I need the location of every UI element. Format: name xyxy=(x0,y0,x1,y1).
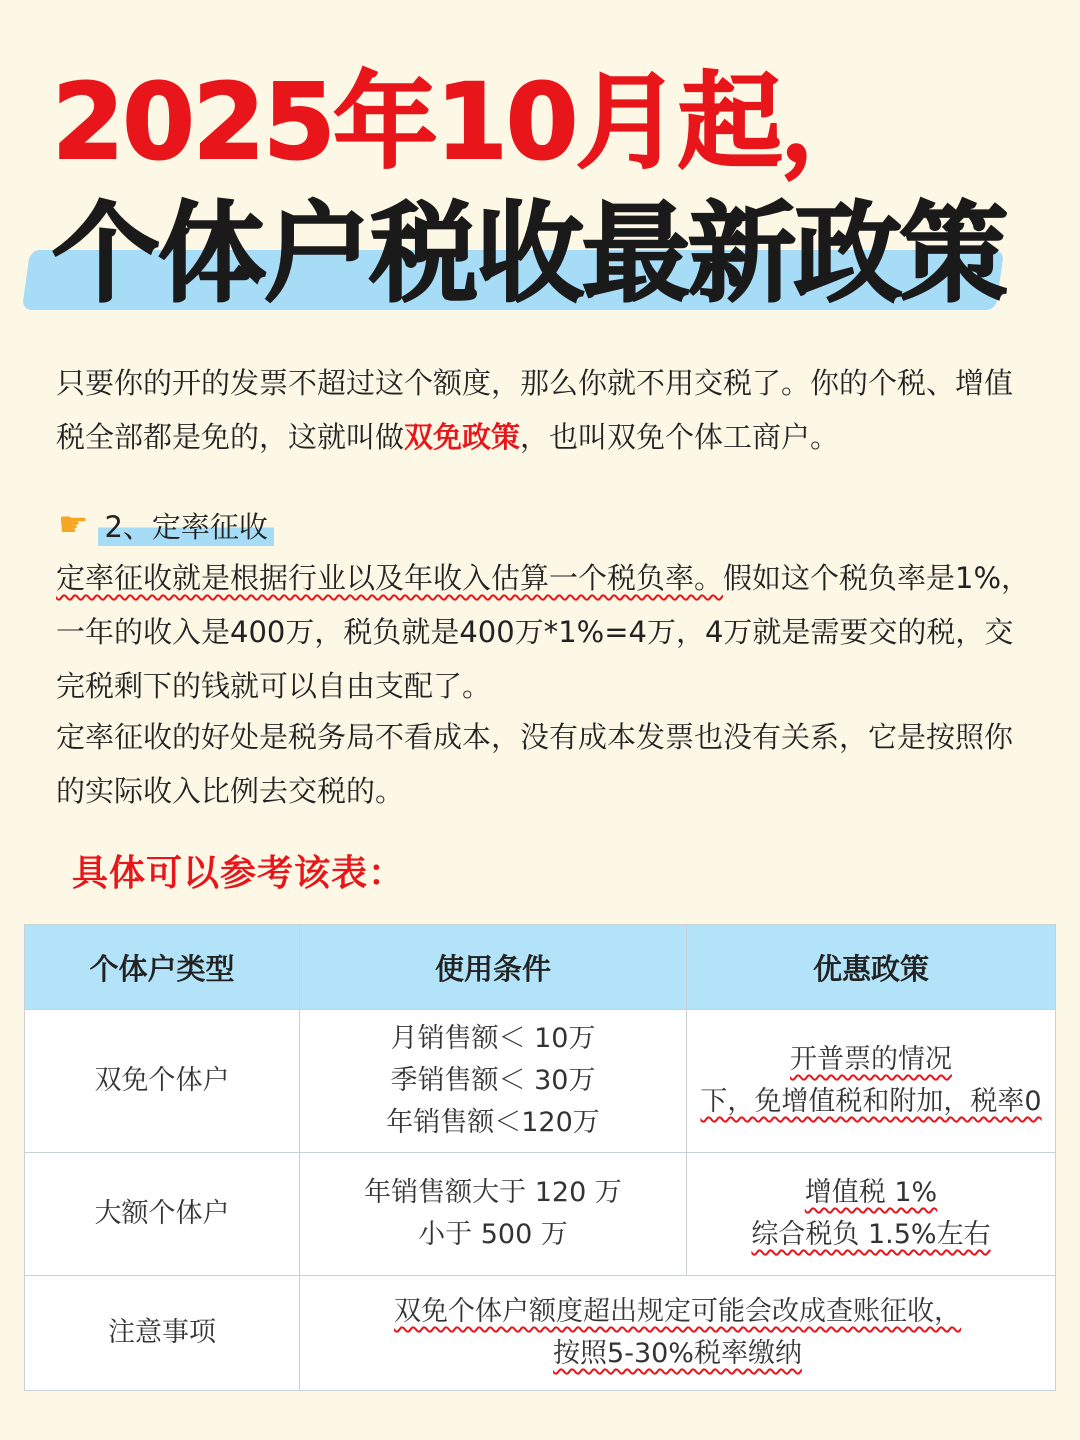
reference-title: 具体可以参考该表： xyxy=(72,853,406,894)
body-underlined-text: 定率征收就是根据行业以及年收入估算一个税负率。 xyxy=(56,561,724,595)
intro-highlight: 双免政策 xyxy=(404,420,521,454)
cell-policy xyxy=(687,1153,1056,1276)
cell-policy xyxy=(687,1010,1056,1153)
intro-text-2: ，也叫双免个体工商户。 xyxy=(520,420,840,454)
title-line1: 2025年10月起， xyxy=(52,61,883,183)
cell-type: 注意事项 xyxy=(25,1276,300,1391)
note-line: 按照5-30%税率缴纳 xyxy=(553,1338,802,1369)
policy-line: 下，免增值税和附加，税率0 xyxy=(700,1086,1042,1117)
condition-line: 季销售额＜ 30万 xyxy=(390,1065,596,1096)
note-line: 双免个体户额度超出规定可能会改成查账征收， xyxy=(394,1296,961,1327)
policy-line: 综合税负 1.5%左右 xyxy=(751,1219,991,1250)
policy-table xyxy=(24,924,1056,1391)
section-label: 2、定率征收 xyxy=(98,505,273,546)
cell-note xyxy=(300,1276,1056,1391)
cell-type: 大额个体户 xyxy=(25,1153,300,1276)
title-line2: 个体户税收最新政策 xyxy=(52,192,1007,317)
condition-line: 年销售额＜120万 xyxy=(386,1107,600,1138)
table-header-row xyxy=(25,925,1056,1010)
cell-condition xyxy=(300,1010,687,1153)
table-row xyxy=(25,1276,1056,1391)
cell-condition xyxy=(300,1153,687,1276)
intro-paragraph xyxy=(56,356,1036,464)
table-row xyxy=(25,1153,1056,1276)
header-condition: 使用条件 xyxy=(300,925,687,1010)
intro-text-1: 只要你的开的发票不超过这个额度，那么你就不用交税了。你的个税、增值税全部都是免的，这就叫做 xyxy=(56,366,1014,454)
header-type: 个体户类型 xyxy=(25,925,300,1010)
condition-line: 小于 500 万 xyxy=(418,1219,568,1250)
body-text: 假如这个税负率是1%，一年的收入是400万，税负就是400万*1%=4万，4万就是需要交的税，交完税剩下的钱就可以自由支配了。 xyxy=(56,561,1031,703)
condition-line: 年销售额大于 120 万 xyxy=(364,1177,622,1208)
pointing-hand-icon: ☛ xyxy=(58,505,89,545)
body-paragraph xyxy=(56,551,1036,713)
condition-line: 月销售额＜ 10万 xyxy=(390,1023,596,1054)
body-paragraph-2: 定率征收的好处是税务局不看成本，没有成本发票也没有关系，它是按照你的实际收入比例去交税的。 xyxy=(56,720,1014,808)
policy-line: 开普票的情况 xyxy=(790,1044,952,1075)
cell-type: 双免个体户 xyxy=(25,1010,300,1153)
policy-line: 增值税 1% xyxy=(804,1177,938,1208)
section-heading xyxy=(58,500,274,550)
table-row xyxy=(25,1010,1056,1153)
header-policy: 优惠政策 xyxy=(687,925,1056,1010)
